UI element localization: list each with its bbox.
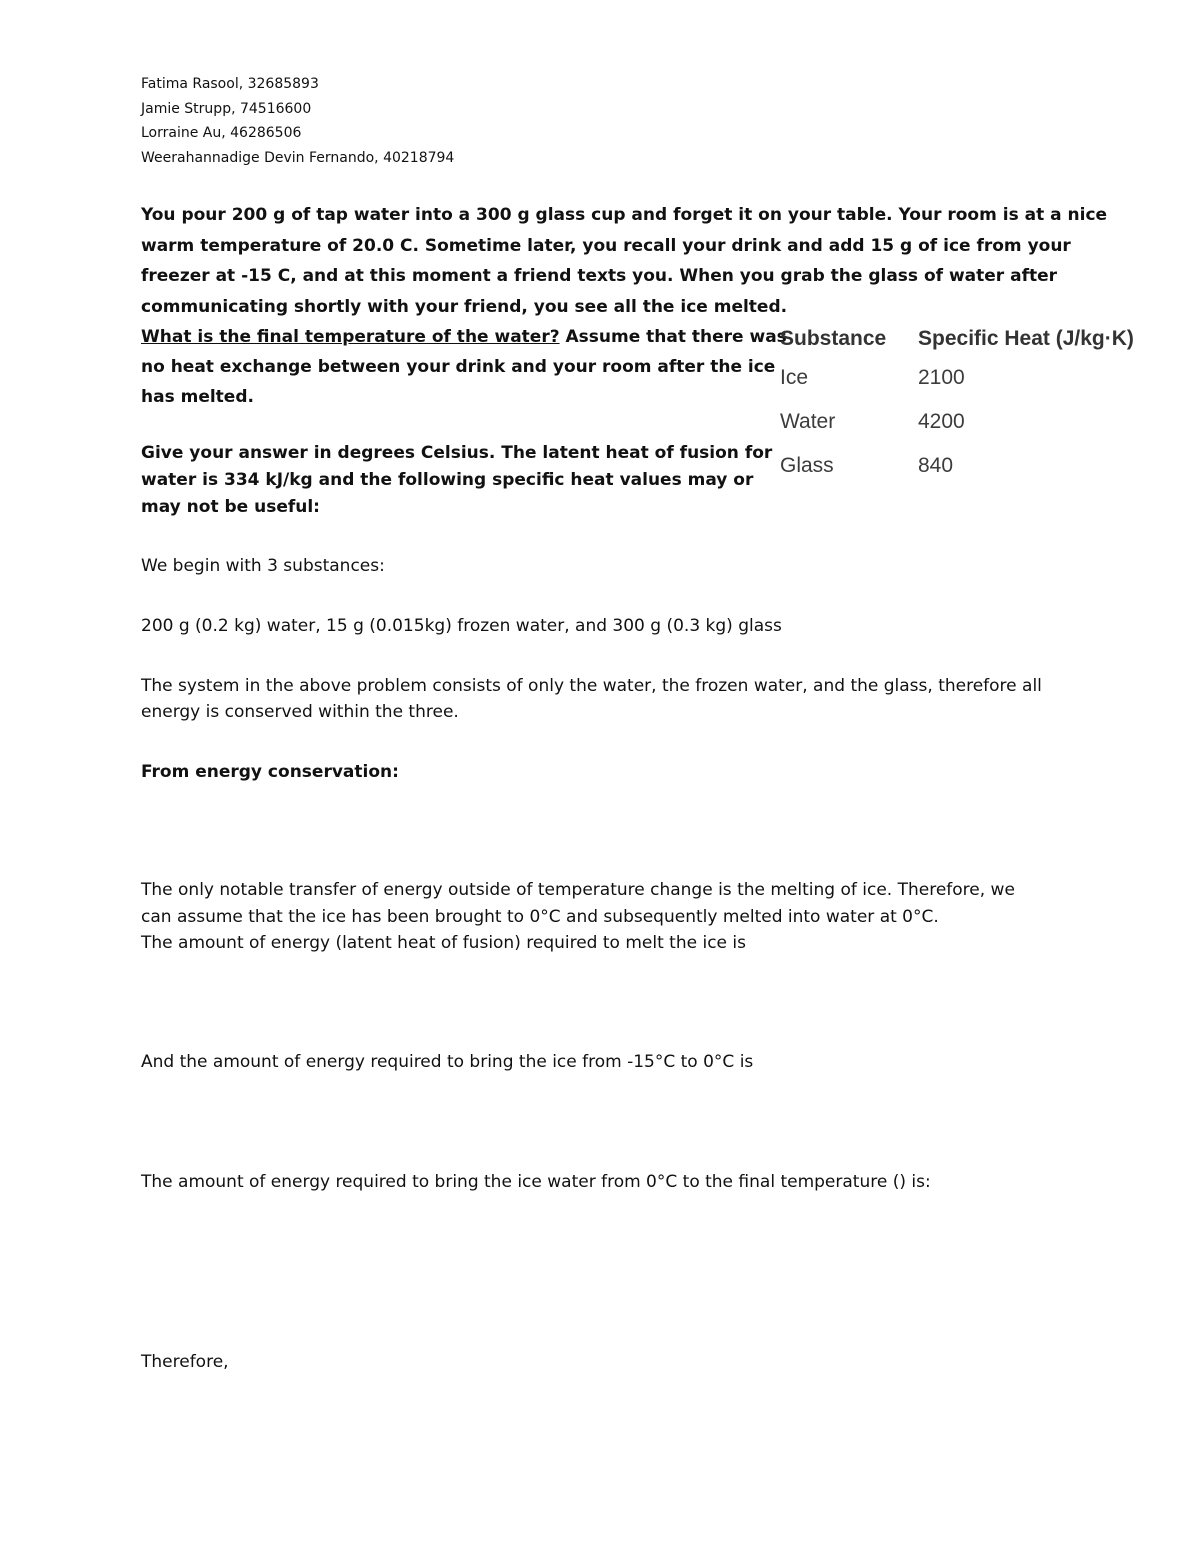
table-cell: 4200: [918, 410, 965, 433]
author-line: Weerahannadige Devin Fernando, 40218794: [141, 149, 455, 166]
problem-instructions: [141, 440, 773, 521]
author-list: [141, 72, 454, 170]
table-header: Specific Heat (J/kg·K): [918, 327, 1134, 350]
solution-transfer-line: The only notable transfer of energy outside of temperature change is the melting of ice. Therefore, we: [141, 880, 1015, 900]
problem-line: freezer at -15 C, and at this moment a friend texts you. When you grab the glass of water after: [141, 266, 1057, 286]
assume-line: has melted.: [141, 387, 254, 407]
problem-line: warm temperature of 20.0 C. Sometime later, you recall your drink and add 15 g of ice from your: [141, 235, 1071, 256]
question-underlined: What is the final temperature of the water?: [141, 327, 560, 347]
solution-transfer-line: can assume that the ice has been brought to 0°C and subsequently melted into water at 0°C.: [141, 907, 939, 927]
author-line: Fatima Rasool, 32685893: [141, 76, 319, 92]
give-line: water is 334 kJ/kg and the following specific heat values may or: [141, 470, 754, 490]
assume-line: no heat exchange between your drink and your room after the ice: [141, 357, 776, 377]
table-header: Substance: [780, 327, 887, 350]
solution-system-line: energy is conserved within the three.: [141, 702, 459, 722]
solution-conservation-heading: From energy conservation:: [141, 762, 399, 782]
table-header-row: [780, 322, 1134, 356]
solution-begin: We begin with 3 substances:: [141, 556, 385, 576]
table-cell: 840: [918, 454, 954, 477]
give-line: Give your answer in degrees Celsius. The latent heat of fusion for: [141, 443, 773, 463]
solution-ice-heat: And the amount of energy required to bring the ice from -15°C to 0°C is: [141, 1052, 754, 1072]
table-cell: Water: [780, 410, 836, 433]
problem-question: [141, 322, 787, 412]
solution-latent-heat: The amount of energy (latent heat of fusion) required to melt the ice is: [141, 933, 746, 953]
author-line: Jamie Strupp, 74516600: [141, 100, 312, 117]
specific-heat-table: [780, 322, 1134, 488]
solution-substances: 200 g (0.2 kg) water, 15 g (0.015kg) frozen water, and 300 g (0.3 kg) glass: [141, 616, 782, 636]
table-row: [780, 400, 1134, 444]
table-cell: 2100: [918, 366, 965, 389]
problem-line: communicating shortly with your friend, you see all the ice melted.: [141, 296, 788, 317]
table-row: [780, 444, 1134, 488]
solution-water-heat: The amount of energy required to bring the ice water from 0°C to the final temperature () is:: [141, 1172, 931, 1192]
problem-statement: [141, 200, 1108, 322]
problem-line: You pour 200 g of tap water into a 300 g glass cup and forget it on your table. Your room is at a nice: [141, 205, 1108, 225]
question-line: [141, 322, 787, 352]
author-line: Lorraine Au, 46286506: [141, 125, 302, 141]
solution-system-line: The system in the above problem consists of only the water, the frozen water, and the glass, therefore all: [141, 676, 1042, 696]
question-rest: Assume that there was: [559, 327, 787, 347]
table-row: [780, 356, 1134, 400]
solution-therefore: Therefore,: [141, 1352, 229, 1372]
table-cell: Ice: [780, 366, 809, 389]
table-cell: Glass: [780, 454, 834, 477]
give-line: may not be useful:: [141, 497, 320, 517]
